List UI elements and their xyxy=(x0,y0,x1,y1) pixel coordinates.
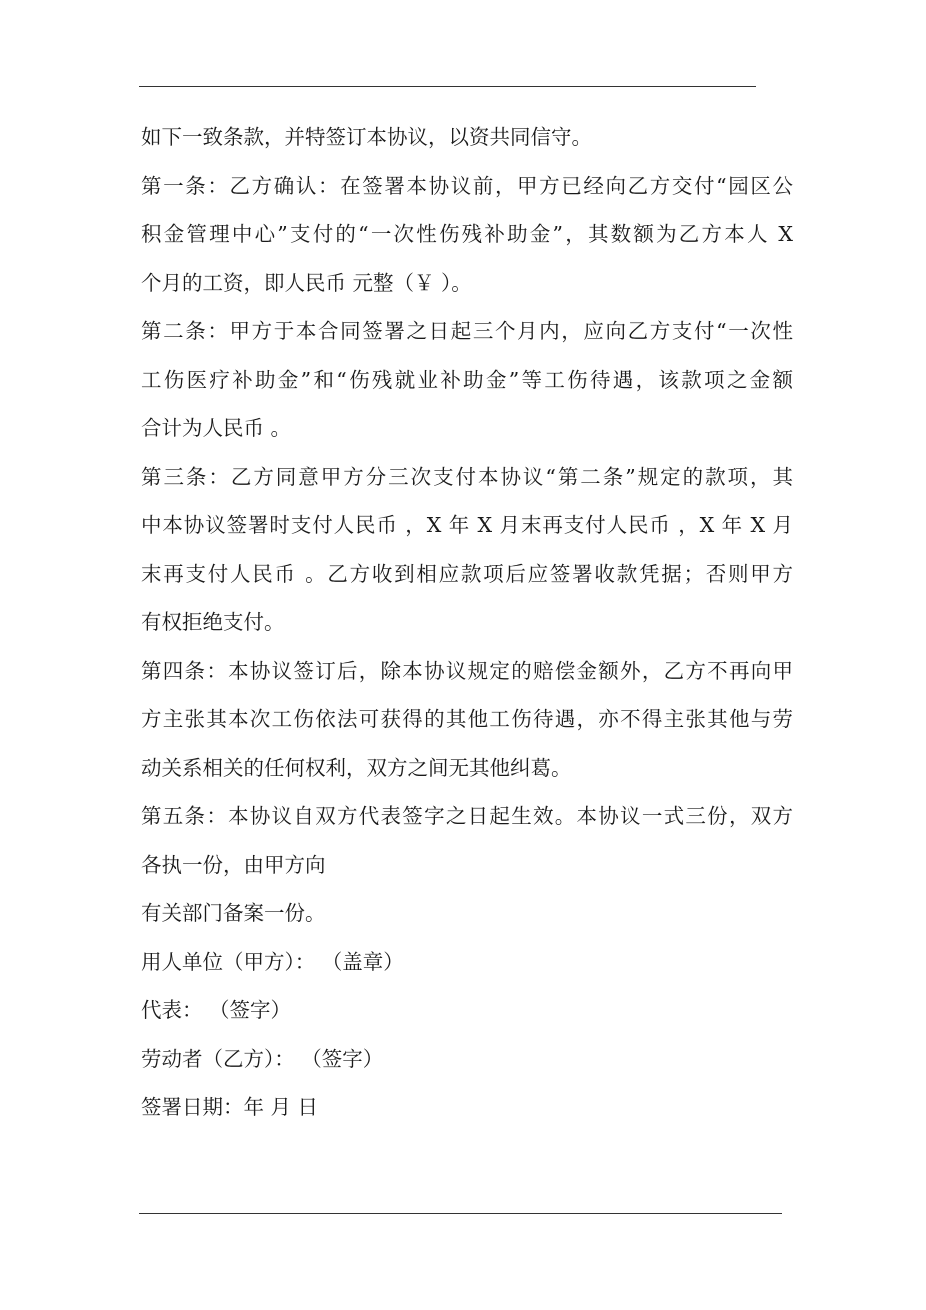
clause-4-line: 动关系相关的任何权利，双方之间无其他纠葛。 xyxy=(141,755,572,780)
text-line: 如下一致条款，并特签订本协议，以资共同信守。 xyxy=(141,125,592,149)
clause-5-line: 第五条：本协议自双方代表签字之日起生效。本协议一式三份，双方 xyxy=(141,804,793,828)
agreement-body xyxy=(141,117,793,1136)
employer-signature-line: 用人单位（甲方）： （盖章） xyxy=(141,949,404,974)
clause-2-line: 工伤医疗补助金”和“伤残就业补助金”等工伤待遇，该款项之金额 xyxy=(141,367,793,392)
clause-5-line: 各执一份，由甲方向 xyxy=(141,852,326,877)
representative-signature-line: 代表： （签字） xyxy=(141,998,292,1022)
clause-4-line: 第四条：本协议签订后，除本协议规定的赔偿金额外，乙方不再向甲 xyxy=(141,658,793,683)
clause-1-line: 个月的工资，即人民币 元整（￥ ）。 xyxy=(141,270,472,295)
clause-4-line: 方主张其本次工伤依法可获得的其他工伤待遇，亦不得主张其他与劳 xyxy=(141,707,793,731)
footer-rule xyxy=(139,1213,782,1214)
worker-signature-line: 劳动者（乙方）： （签字） xyxy=(141,1046,384,1071)
signing-date-line: 签署日期：年 月 日 xyxy=(141,1095,319,1119)
clause-3-line: 有权拒绝支付。 xyxy=(141,610,285,634)
clause-3-line: 末再支付人民币 。乙方收到相应款项后应签署收款凭据；否则甲方 xyxy=(141,561,793,586)
clause-1-line: 第一条：乙方确认：在签署本协议前，甲方已经向乙方交付“园区公 xyxy=(141,173,793,198)
clause-3-line: 中本协议签署时支付人民币 ，X 年 X 月末再支付人民币 ，X 年 X 月 xyxy=(141,513,793,537)
clause-2-line: 合计为人民币 。 xyxy=(141,416,292,440)
clause-3-line: 第三条：乙方同意甲方分三次支付本协议“第二条”规定的款项，其 xyxy=(141,464,793,489)
clause-5-line: 有关部门备案一份。 xyxy=(141,901,326,925)
header-rule xyxy=(139,86,756,87)
clause-1-line: 积金管理中心”支付的“一次性伤残补助金”，其数额为乙方本人 X xyxy=(141,222,793,246)
clause-2-line: 第二条：甲方于本合同签署之日起三个月内，应向乙方支付“一次性 xyxy=(141,319,793,343)
